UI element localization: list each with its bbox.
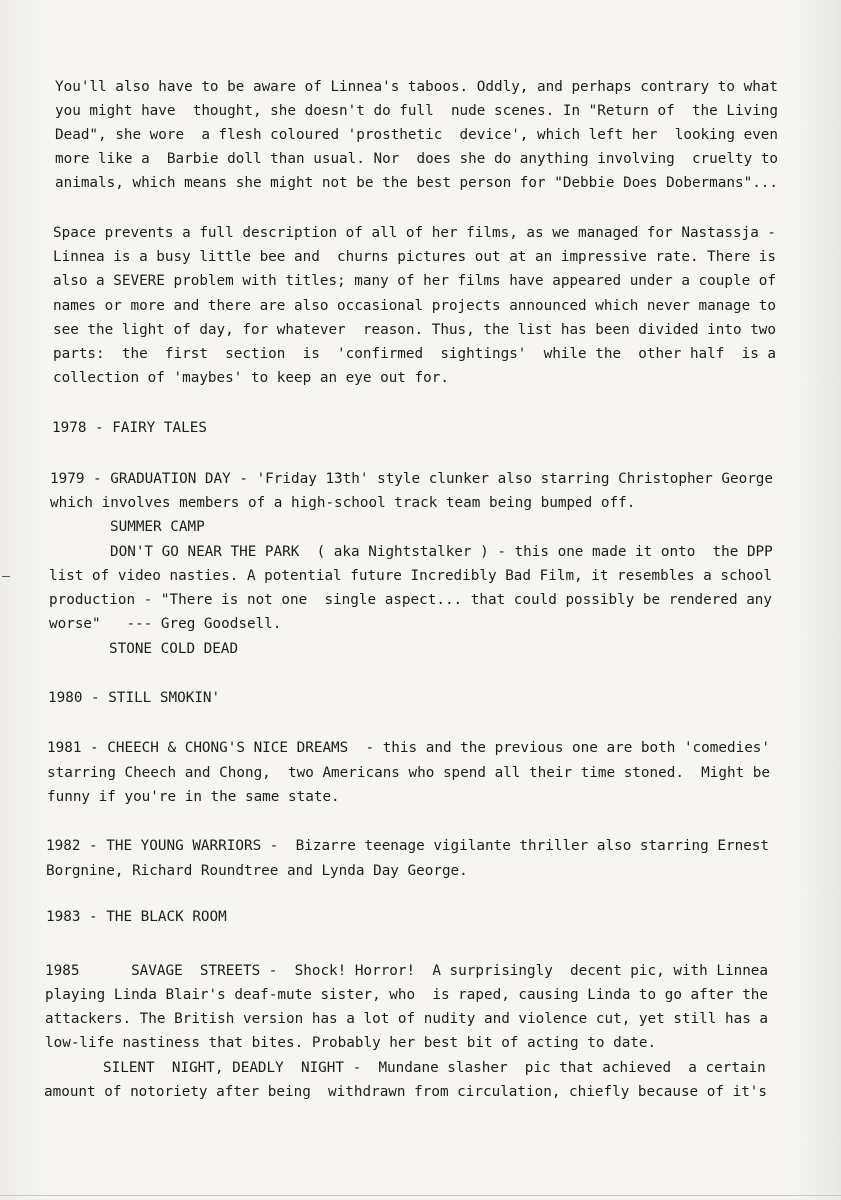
- year-entry: 1980 - STILL SMOKIN': [48, 690, 221, 706]
- text-line: see the light of day, for whatever reason. Thus, the list has been divided into two: [53, 322, 777, 338]
- text-line: amount of notoriety after being withdrawn from circulation, chiefly because of it's: [44, 1084, 768, 1100]
- text-line: Dead", she wore a flesh coloured 'prosthetic device', which left her looking even: [55, 127, 779, 143]
- film-title: DON'T GO NEAR THE PARK ( aka Nightstalker ) - this one made it onto the DPP: [110, 544, 773, 560]
- year-entry: 1985 SAVAGE STREETS - Shock! Horror! A surprisingly decent pic, with Linnea: [45, 963, 769, 979]
- text-line: collection of 'maybes' to keep an eye out for.: [53, 370, 449, 386]
- year-entry: 1979 - GRADUATION DAY - 'Friday 13th' style clunker also starring Christopher George: [50, 471, 774, 487]
- margin-mark: [2, 576, 10, 577]
- year-entry: 1982 - THE YOUNG WARRIORS - Bizarre teenage vigilante thriller also starring Ernest: [46, 838, 770, 854]
- film-title: SILENT NIGHT, DEADLY NIGHT - Mundane slasher pic that achieved a certain: [103, 1060, 766, 1076]
- text-line: list of video nasties. A potential future Incredibly Bad Film, it resembles a school: [49, 568, 773, 584]
- text-line: more like a Barbie doll than usual. Nor does she do anything involving cruelty to: [55, 151, 779, 167]
- text-line: Space prevents a full description of all of her films, as we managed for Nastassja -: [53, 225, 777, 241]
- year-entry: 1978 - FAIRY TALES: [52, 420, 207, 436]
- year-entry: 1981 - CHEECH & CHONG'S NICE DREAMS - this and the previous one are both 'comedies': [47, 740, 771, 756]
- year-entry: 1983 - THE BLACK ROOM: [46, 909, 227, 925]
- text-line: worse" --- Greg Goodsell.: [49, 616, 282, 632]
- text-line: names or more and there are also occasional projects announced which never manage to: [53, 298, 777, 314]
- text-line: funny if you're in the same state.: [47, 789, 340, 805]
- text-line: low-life nastiness that bites. Probably her best bit of acting to date.: [45, 1035, 657, 1051]
- text-line: starring Cheech and Chong, two Americans who spend all their time stoned. Might be: [47, 765, 771, 781]
- text-line: also a SEVERE problem with titles; many of her films have appeared under a couple of: [53, 273, 777, 289]
- text-line: parts: the first section is 'confirmed sightings' while the other half is a: [53, 346, 777, 362]
- text-line: which involves members of a high-school track team being bumped off.: [50, 495, 636, 511]
- text-line: production - "There is not one single aspect... that could possibly be rendered any: [49, 592, 773, 608]
- text-line: playing Linda Blair's deaf-mute sister, who is raped, causing Linda to go after the: [45, 987, 769, 1003]
- text-line: Borgnine, Richard Roundtree and Lynda Day George.: [46, 863, 468, 879]
- film-title: STONE COLD DEAD: [109, 641, 239, 657]
- text-line: attackers. The British version has a lot of nudity and violence cut, yet still has a: [45, 1011, 769, 1027]
- text-line: You'll also have to be aware of Linnea's taboos. Oddly, and perhaps contrary to what: [55, 79, 779, 95]
- text-line: animals, which means she might not be the best person for "Debbie Does Dobermans"...: [55, 175, 779, 191]
- film-title: SUMMER CAMP: [110, 519, 205, 535]
- text-line: you might have thought, she doesn't do full nude scenes. In "Return of the Living: [55, 103, 779, 119]
- page-edge: [0, 1195, 841, 1196]
- text-line: Linnea is a busy little bee and churns pictures out at an impressive rate. There is: [53, 249, 777, 265]
